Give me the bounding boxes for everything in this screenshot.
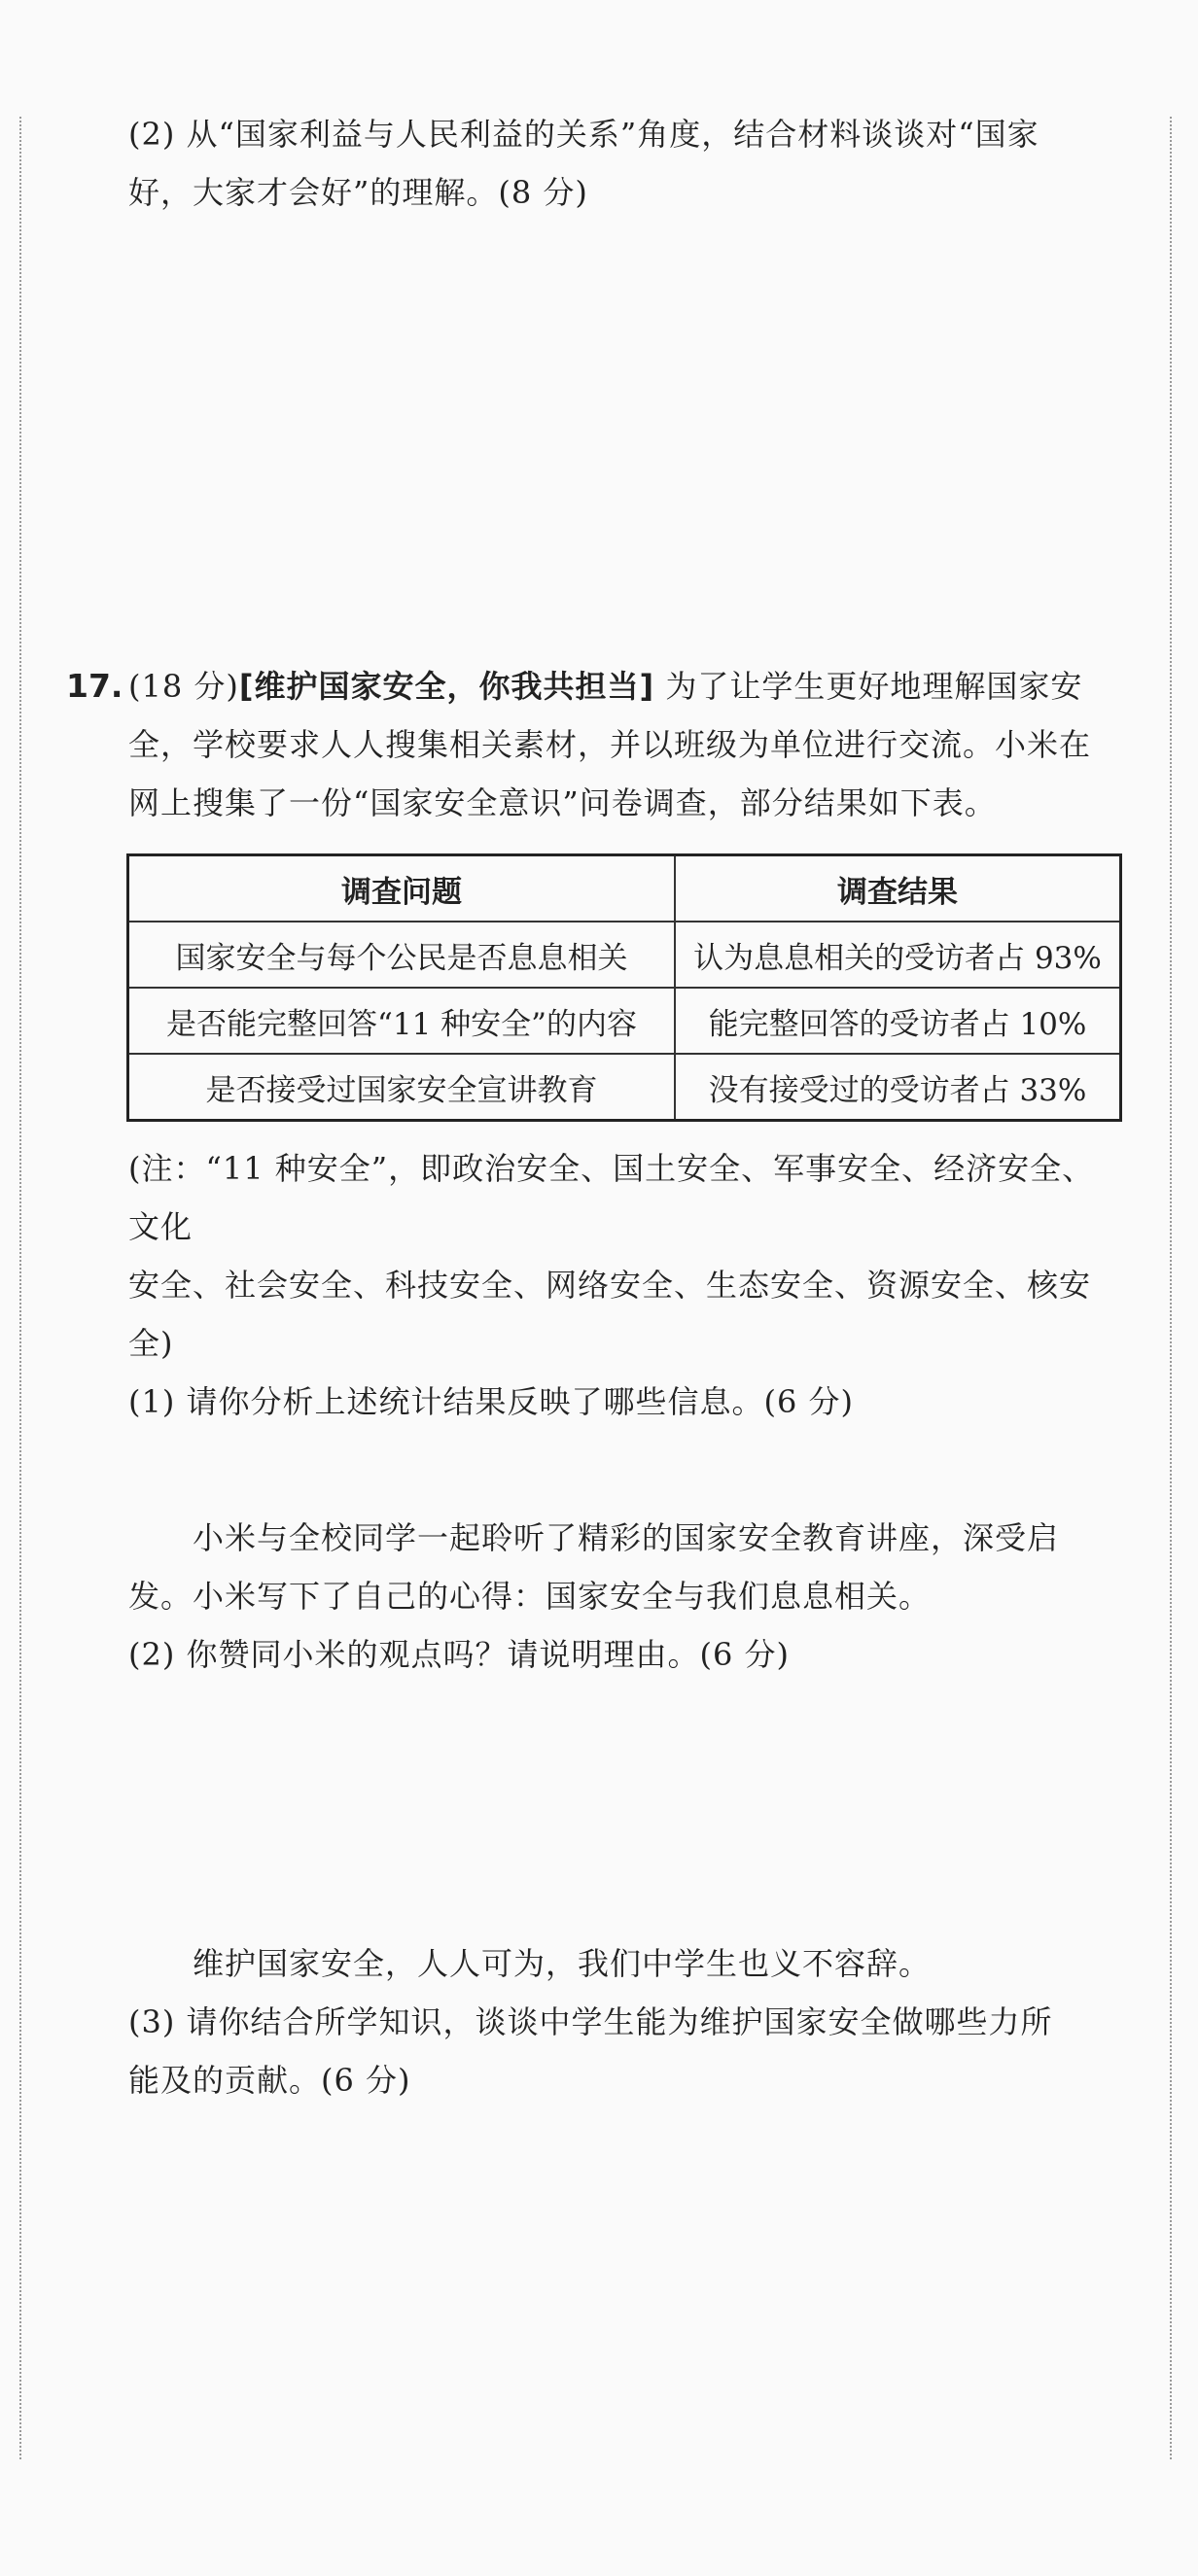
- table-cell-question: 国家安全与每个公民是否息息相关: [128, 922, 676, 988]
- q17-score: (18 分): [128, 668, 239, 705]
- survey-table: [126, 853, 1122, 1122]
- table-cell-result: 认为息息相关的受访者占 93%: [675, 922, 1121, 988]
- q17-intro-rest: 为了让学生更好地理解国家安: [654, 668, 1083, 705]
- table-row: [128, 1054, 1121, 1121]
- q17-intro-line2: 全，学校要求人人搜集相关素材，并以班级为单位进行交流。小米在: [128, 726, 1092, 763]
- right-margin-dotted-line: [1170, 117, 1172, 2459]
- q17-part1-prompt: (1) 请你分析上述统计结果反映了哪些信息。(6 分): [128, 1383, 855, 1420]
- q17-material2: [128, 1509, 1120, 1625]
- table-row: [128, 988, 1121, 1054]
- q17-part2-prompt: (2) 你赞同小米的观点吗？请说明理由。(6 分): [128, 1636, 791, 1673]
- table-header-row: [128, 855, 1121, 922]
- q16-part2-prompt: [128, 105, 1120, 222]
- q17-part3-line2: 能及的贡献。(6 分): [128, 2062, 411, 2099]
- table-cell-result: 没有接受过的受访者占 33%: [675, 1054, 1121, 1121]
- header-result: 调查结果: [675, 855, 1121, 922]
- q17-theme: [维护国家安全，你我共担当]: [238, 668, 655, 705]
- q16-part2-line2: 好，大家才会好”的理解。(8 分): [128, 174, 588, 211]
- left-margin-dotted-line: [19, 117, 21, 2459]
- table-row: [128, 922, 1121, 988]
- q17-material3: 维护国家安全，人人可为，我们中学生也义不容辞。: [193, 1945, 932, 1982]
- q17-note-line2: 安全、社会安全、科技安全、网络安全、生态安全、资源安全、核安全): [128, 1267, 1092, 1362]
- q17-note-line1: (注：“11 种安全”，即政治安全、国土安全、军事安全、经济安全、文化: [128, 1150, 1095, 1245]
- q17-intro: [128, 657, 1120, 832]
- table-cell-question: 是否接受过国家安全宣讲教育: [128, 1054, 676, 1121]
- q17-part3-line1: (3) 请你结合所学知识，谈谈中学生能为维护国家安全做哪些力所: [128, 2003, 1053, 2040]
- table-cell-result: 能完整回答的受访者占 10%: [675, 988, 1121, 1054]
- header-question: 调查问题: [128, 855, 676, 922]
- q16-part2-line1: (2) 从“国家利益与人民利益的关系”角度，结合材料谈谈对“国家: [128, 116, 1039, 153]
- q17-material2-line2: 发。小米写下了自己的心得：国家安全与我们息息相关。: [128, 1578, 932, 1615]
- q17-part3-prompt: [128, 1993, 1120, 2109]
- q17-intro-line3: 网上搜集了一份“国家安全意识”问卷调查，部分结果如下表。: [128, 784, 997, 821]
- table-cell-question: 是否能完整回答“11 种安全”的内容: [128, 988, 676, 1054]
- q17-material2-line1: 小米与全校同学一起聆听了精彩的国家安全教育讲座，深受启: [193, 1519, 1060, 1556]
- question-number: 17.: [66, 667, 123, 705]
- q17-note: [128, 1139, 1120, 1431]
